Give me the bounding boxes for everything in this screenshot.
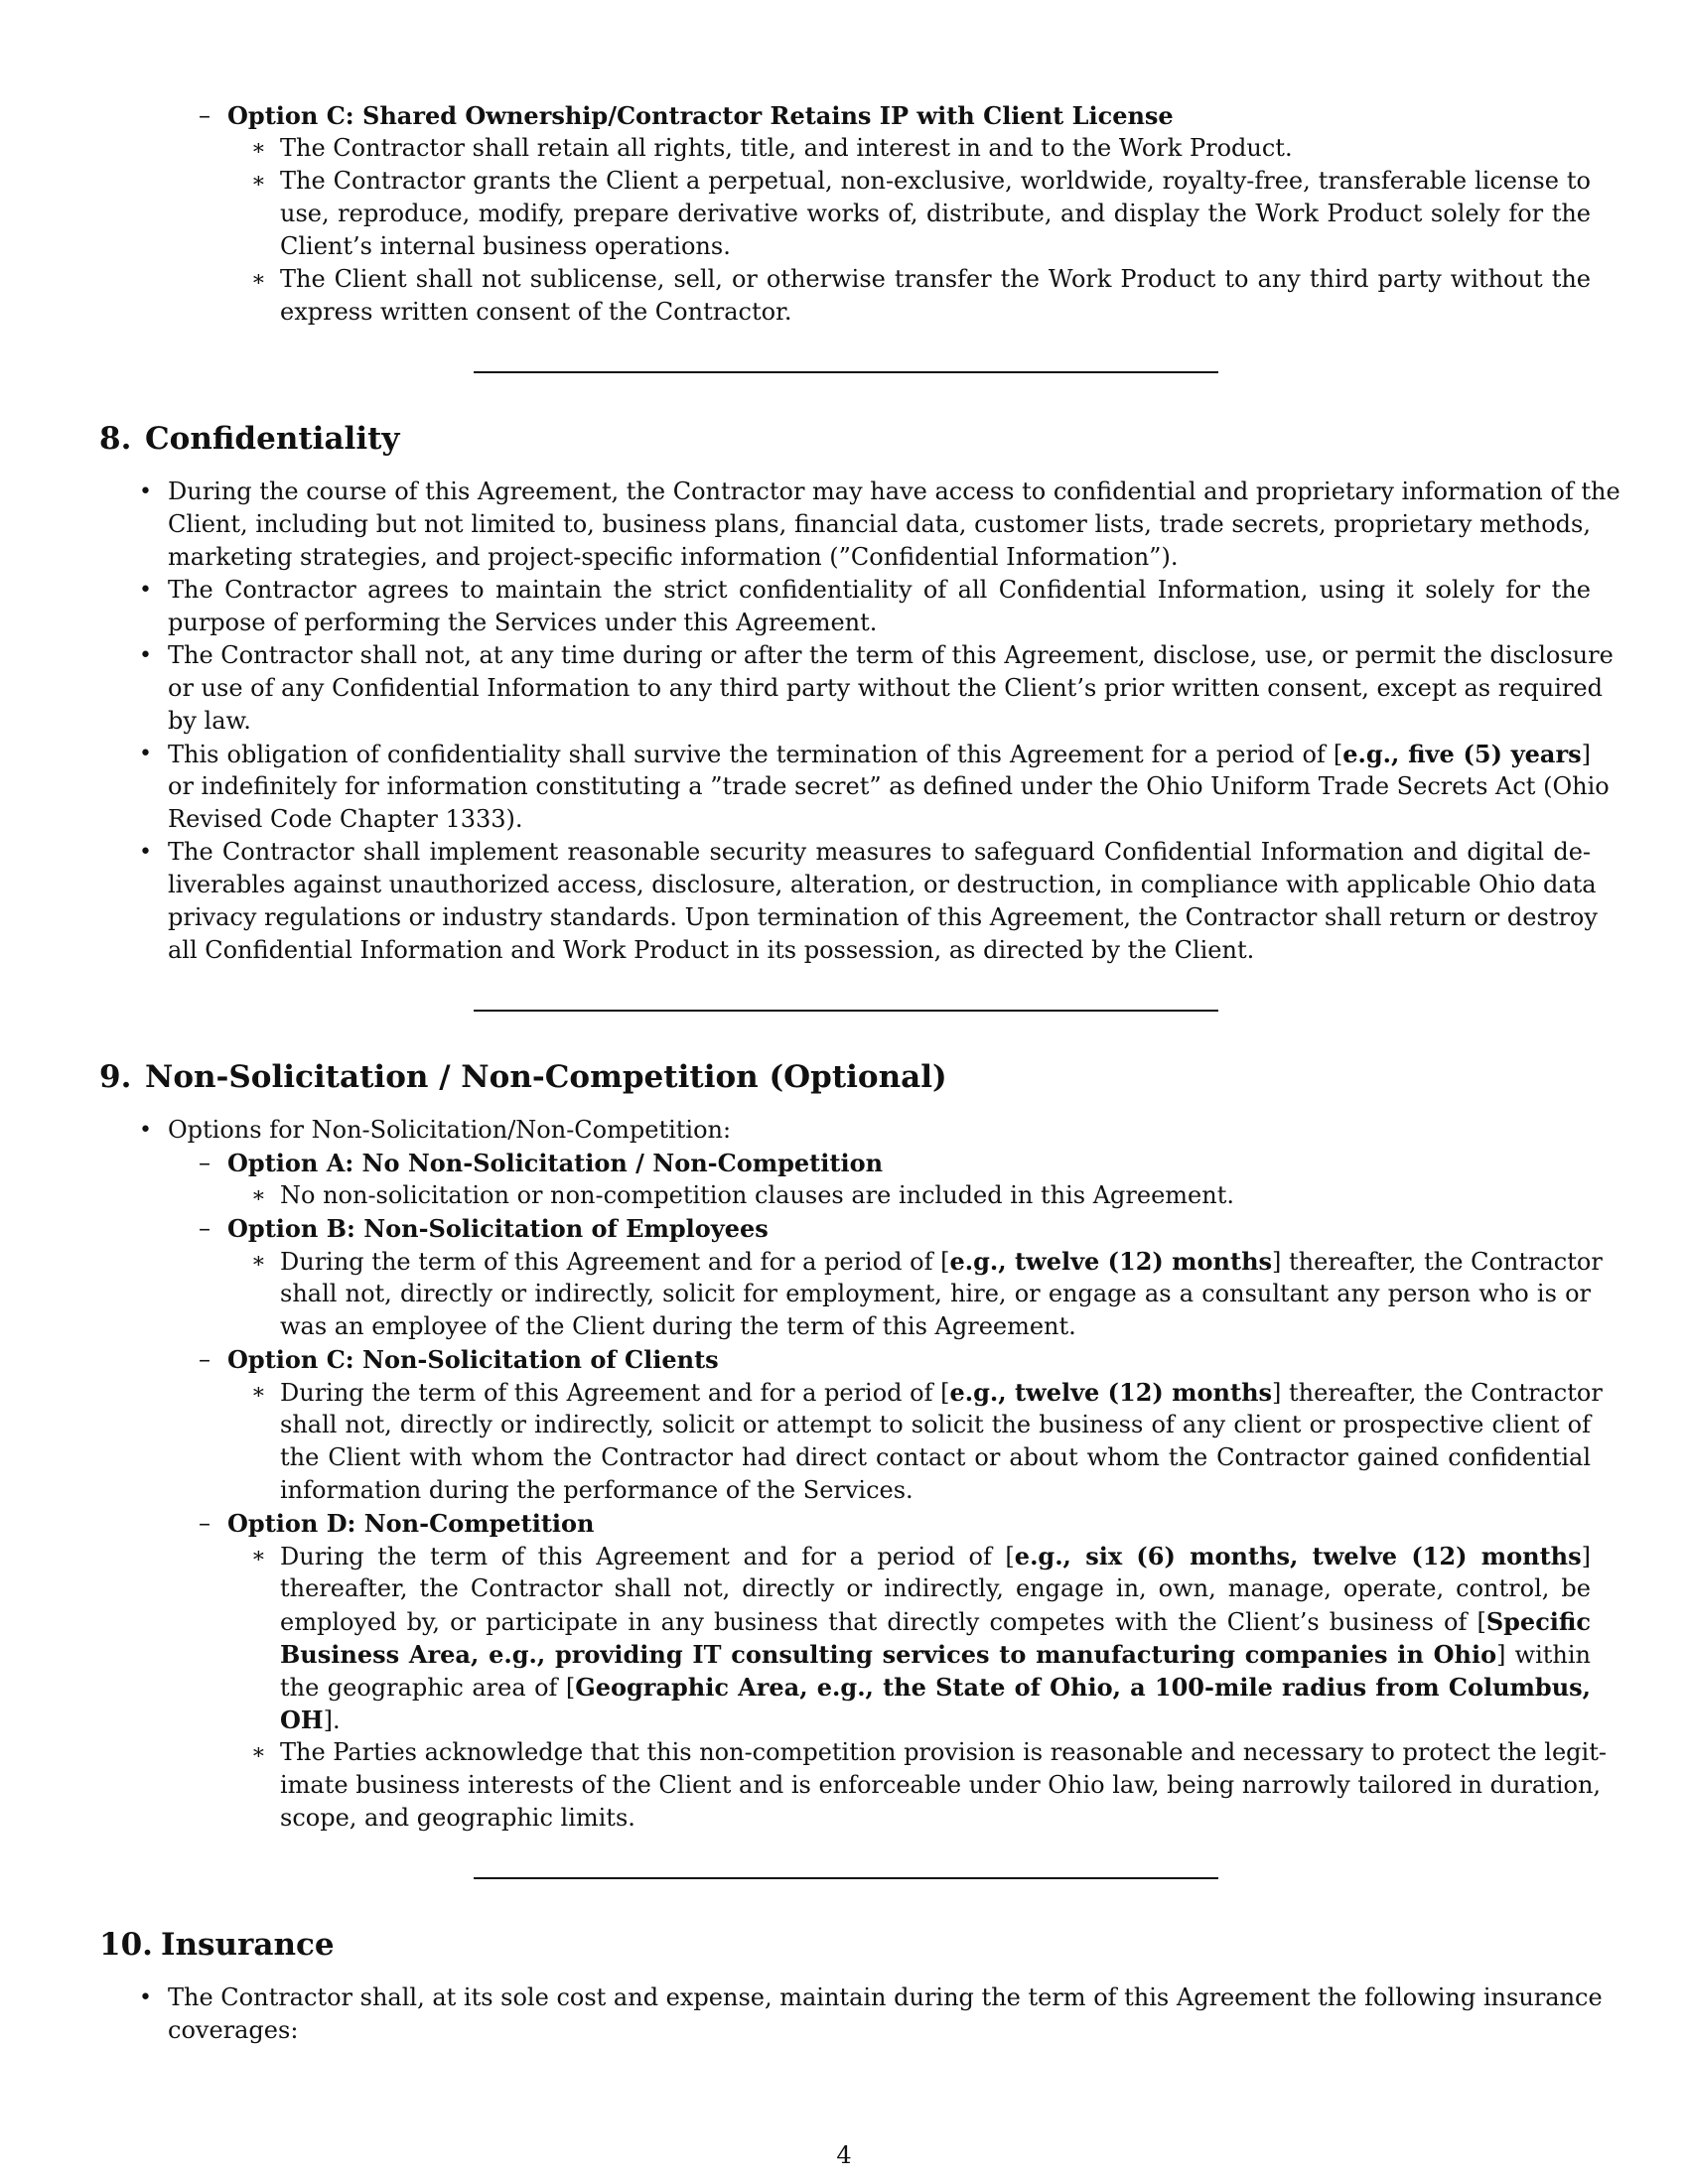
section-divider — [474, 371, 1218, 373]
body-line: Options for Non-Solicitation/Non-Competition: — [168, 1116, 732, 1144]
body-line: Client, including but not limited to, business plans, financial data, customer lists, trade secrets, proprietary methods, — [168, 510, 1591, 538]
body-line: thereafter, the Contractor shall not, directly or indirectly, engage in, own, manage, operate, control, be — [280, 1574, 1591, 1602]
body-line: OH]. — [280, 1706, 341, 1734]
body-line: The Contractor agrees to maintain the strict confidentiality of all Confidential Information, using it solely for the — [168, 576, 1591, 604]
bullet-marker: • — [139, 479, 152, 504]
body-line: During the course of this Agreement, the Contractor may have access to confidential and proprietary information of the — [168, 478, 1620, 505]
body-line: This obligation of confidentiality shall survive the termination of this Agreement for a period of [e.g., five (5) years] — [168, 740, 1591, 768]
option-heading: Option C: Non-Solicitation of Clients — [227, 1345, 719, 1374]
star-marker: ∗ — [251, 1544, 266, 1569]
section-title: Insurance — [161, 1927, 335, 1963]
option-heading: Option D: Non-Competition — [227, 1509, 595, 1538]
star-marker: ∗ — [251, 267, 266, 292]
option-heading: Option C: Shared Ownership/Contractor Retains IP with Client License — [227, 101, 1174, 130]
body-line: privacy regulations or industry standards. Upon termination of this Agreement, the Contractor shall return or destroy — [168, 903, 1598, 931]
body-line: information during the performance of the Services. — [280, 1476, 914, 1504]
bullet-marker: • — [139, 1118, 152, 1143]
body-line: was an employee of the Client during the term of this Agreement. — [280, 1312, 1076, 1340]
bullet-marker: • — [139, 1985, 152, 2010]
star-marker: ∗ — [251, 1740, 266, 1765]
body-line: Revised Code Chapter 1333). — [168, 805, 523, 833]
body-line: or indefinitely for information constituting a ”trade secret” as defined under the Ohio Uniform Trade Secrets Act (Ohio — [168, 772, 1610, 800]
star-marker: ∗ — [251, 1249, 266, 1274]
bullet-marker: • — [139, 578, 152, 603]
star-marker: ∗ — [251, 1380, 266, 1405]
body-line: use, reproduce, modify, prepare derivative works of, distribute, and display the Work Product solely for the — [280, 200, 1591, 227]
star-marker: ∗ — [251, 1183, 266, 1208]
section-divider — [474, 1877, 1218, 1879]
body-line: The Client shall not sublicense, sell, or otherwise transfer the Work Product to any third party without the — [280, 265, 1591, 293]
dash-marker: – — [199, 1509, 211, 1537]
body-line: The Contractor shall implement reasonable security measures to safeguard Confidential Information and digital de- — [168, 838, 1591, 866]
body-line: During the term of this Agreement and for a period of [e.g., twelve (12) months] thereafter, the Contractor — [280, 1378, 1603, 1407]
body-line: by law. — [168, 707, 251, 735]
dash-marker: – — [199, 1149, 211, 1176]
body-line: shall not, directly or indirectly, solicit for employment, hire, or engage as a consultant any person who is or — [280, 1280, 1591, 1307]
body-line: marketing strategies, and project-specific information (”Confidential Information”). — [168, 543, 1179, 571]
body-line: the geographic area of [Geographic Area, e.g., the State of Ohio, a 100-mile radius from Columbus, — [280, 1673, 1592, 1702]
body-line: No non-solicitation or non-competition clauses are included in this Agreement. — [280, 1181, 1234, 1209]
body-line: shall not, directly or indirectly, solicit or attempt to solicit the business of any client or prospective client of — [280, 1411, 1591, 1438]
body-line: imate business interests of the Client and is enforceable under Ohio law, being narrowly tailored in duration, — [280, 1771, 1602, 1799]
section-divider — [474, 1010, 1218, 1012]
body-line: Client’s internal business operations. — [280, 232, 731, 260]
body-line: The Contractor shall, at its sole cost and expense, maintain during the term of this Agreement the following insurance — [168, 1983, 1603, 2011]
bullet-marker: • — [139, 840, 152, 865]
body-line: The Parties acknowledge that this non-competition provision is reasonable and necessary to protect the legit- — [280, 1738, 1607, 1766]
body-line: the Client with whom the Contractor had direct contact or about whom the Contractor gained confidential — [280, 1443, 1591, 1471]
body-line: During the term of this Agreement and for a period of [e.g., twelve (12) months] thereafter, the Contractor — [280, 1247, 1603, 1276]
body-line: all Confidential Information and Work Product in its possession, as directed by the Client. — [168, 936, 1255, 964]
star-marker: ∗ — [251, 169, 266, 194]
option-heading: Option A: No Non-Solicitation / Non-Competition — [227, 1149, 884, 1177]
body-line: or use of any Confidential Information to any third party without the Client’s prior written consent, except as required — [168, 674, 1603, 702]
dash-marker: – — [199, 101, 211, 129]
body-line: employed by, or participate in any business that directly competes with the Client’s business of [Specific — [280, 1607, 1591, 1636]
body-line: purpose of performing the Services under this Agreement. — [168, 609, 878, 636]
page-number: 4 — [836, 2141, 852, 2169]
bullet-marker: • — [139, 643, 152, 668]
section-number: 9. — [99, 1059, 132, 1095]
section-number: 10. — [99, 1927, 153, 1963]
option-heading: Option B: Non-Solicitation of Employees — [227, 1214, 769, 1243]
dash-marker: – — [199, 1345, 211, 1373]
section-title: Confidentiality — [145, 421, 400, 457]
body-line: express written consent of the Contractor. — [280, 298, 792, 326]
section-title: Non-Solicitation / Non-Competition (Optional) — [145, 1059, 947, 1095]
body-line: The Contractor shall retain all rights, title, and interest in and to the Work Product. — [280, 134, 1293, 162]
section-number: 8. — [99, 421, 132, 457]
body-line: Business Area, e.g., providing IT consulting services to manufacturing companies in Ohio] within — [280, 1640, 1591, 1669]
body-line: coverages: — [168, 2016, 299, 2044]
dash-marker: – — [199, 1214, 211, 1242]
body-line: liverables against unauthorized access, disclosure, alteration, or destruction, in compliance with applicable Ohio data — [168, 871, 1597, 898]
body-line: The Contractor grants the Client a perpetual, non-exclusive, worldwide, royalty-free, transferable license to — [280, 167, 1591, 195]
bullet-marker: • — [139, 742, 152, 766]
star-marker: ∗ — [251, 136, 266, 161]
body-line: scope, and geographic limits. — [280, 1804, 635, 1832]
body-line: During the term of this Agreement and for a period of [e.g., six (6) months, twelve (12) months] — [280, 1542, 1591, 1570]
body-line: The Contractor shall not, at any time during or after the term of this Agreement, disclose, use, or permit the disclosure — [168, 641, 1614, 669]
